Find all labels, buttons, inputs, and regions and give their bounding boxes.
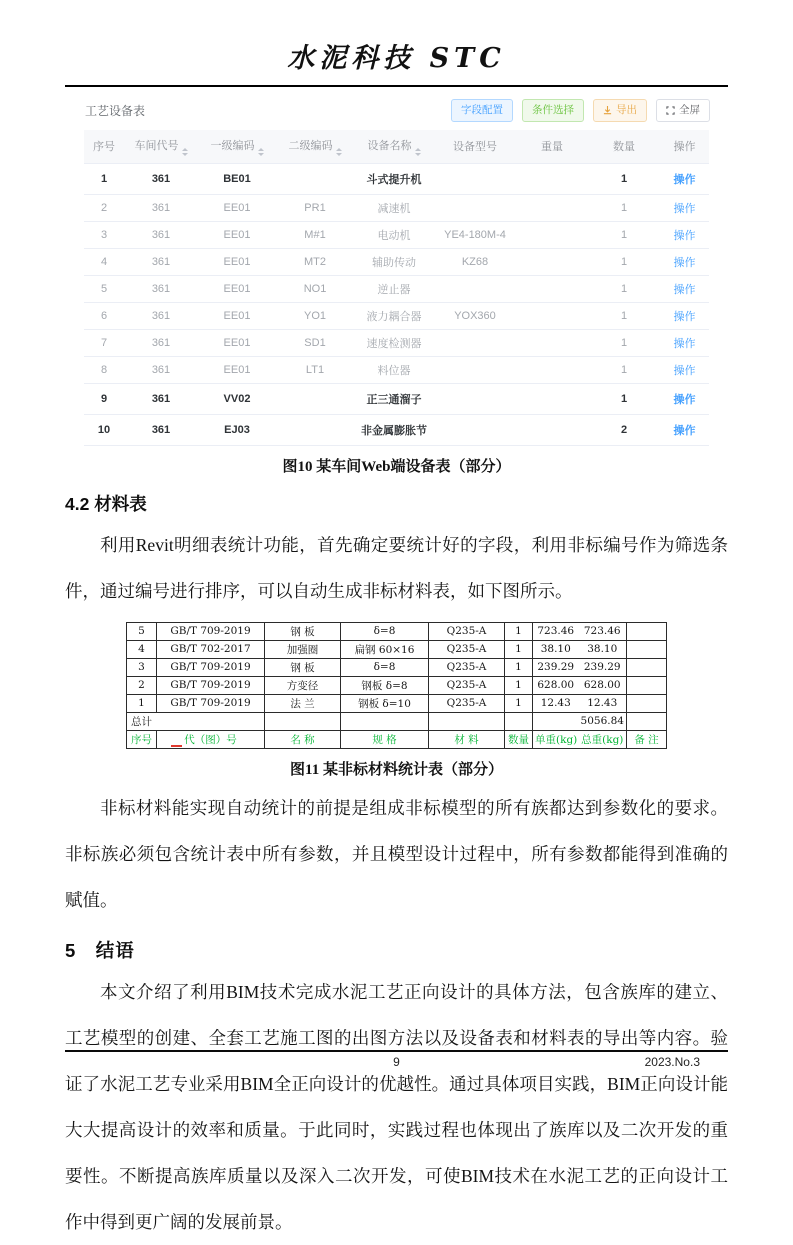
row-action-link[interactable]: 操作 — [673, 310, 696, 323]
row-action-link[interactable]: 操作 — [673, 337, 696, 350]
material-column-header: 材 料 — [429, 730, 505, 748]
header-rule — [65, 85, 728, 87]
cell: 2 — [588, 414, 660, 445]
material-row — [127, 622, 667, 640]
row-action-link[interactable]: 操作 — [673, 173, 696, 186]
cell — [516, 356, 588, 383]
cell — [434, 194, 516, 221]
equipment-row — [84, 356, 709, 383]
cell — [516, 414, 588, 445]
sort-icon[interactable] — [258, 148, 264, 156]
figure10-caption: 图10 某车间Web端设备表（部分） — [282, 458, 511, 475]
cell: 1 — [505, 622, 533, 640]
section-4-2-paragraph: 利用Revit明细表统计功能，首先确定要统计好的字段，利用非标编号作为筛选条件，通过编号进行排序，可以自动生成非标材料表，如下图所示。 — [65, 534, 728, 601]
action-cell — [660, 194, 709, 221]
row-action-link[interactable]: 操作 — [673, 364, 696, 377]
cell — [276, 414, 354, 445]
material-row — [127, 640, 667, 658]
cell: 1 — [588, 248, 660, 275]
cell: EJ03 — [198, 414, 276, 445]
cell: 1 — [588, 194, 660, 221]
equipment-row — [84, 163, 709, 194]
cell — [265, 712, 341, 730]
cell: YO1 — [276, 302, 354, 329]
equipment-table — [84, 130, 709, 446]
action-cell — [660, 248, 709, 275]
cell — [429, 712, 505, 730]
cell — [533, 712, 579, 730]
column-header: 操作 — [660, 130, 709, 164]
material-column-header: 名 称 — [265, 730, 341, 748]
column-header: 数量 — [588, 130, 660, 164]
section-4-2-heading: 4.2 材料表 — [65, 493, 147, 514]
fullscreen-label: 全屏 — [679, 104, 700, 116]
cell: 38.10 — [579, 640, 627, 658]
cell: 361 — [124, 248, 198, 275]
issue-label: 2023.No.3 — [644, 1055, 700, 1069]
sort-icon[interactable] — [182, 148, 188, 156]
action-cell — [660, 356, 709, 383]
material-column-header: 规 格 — [341, 730, 429, 748]
equipment-table-head — [84, 130, 709, 164]
row-action-link[interactable]: 操作 — [673, 283, 696, 296]
material-row — [127, 694, 667, 712]
cell: 6 — [84, 302, 124, 329]
equipment-row — [84, 329, 709, 356]
material-total-row — [127, 712, 667, 730]
section-5-paragraph: 本文介绍了利用BIM技术完成水泥工艺正向设计的具体方法，包含族库的建立、工艺模型的创建、全套工艺施工图的出图方法以及设备表和材料表的导出等内容。验证了水泥工艺专业采用BIM全正向设计的优越性。通过具体项目实践，BIM正向设计能大大提高设计的效率和质量。于此同时，实践过程也体现出了族库以及二次开发的重要性。不断提高族库质量以及深入二次开发，可使BIM技术在水泥工艺的正向设计工作中得到更广阔的发展前景。 — [65, 981, 728, 1232]
cell — [434, 275, 516, 302]
action-cell — [660, 383, 709, 414]
column-header: 重量 — [516, 130, 588, 164]
cell — [627, 640, 667, 658]
material-row — [127, 676, 667, 694]
cell — [276, 163, 354, 194]
cell: 1 — [588, 356, 660, 383]
material-column-header: 序号 — [127, 730, 157, 748]
column-header[interactable]: 车间代号 — [124, 130, 198, 164]
cell: 361 — [124, 383, 198, 414]
cell: EE01 — [198, 221, 276, 248]
cell: 1 — [588, 221, 660, 248]
cell: EE01 — [198, 302, 276, 329]
cell: EE01 — [198, 275, 276, 302]
cell: δ=8 — [341, 658, 429, 676]
cell: 2 — [84, 194, 124, 221]
cell: 12.43 — [579, 694, 627, 712]
material-column-header: 数量 — [505, 730, 533, 748]
cell: NO1 — [276, 275, 354, 302]
row-action-link[interactable]: 操作 — [673, 424, 696, 437]
cell: 361 — [124, 356, 198, 383]
condition-select-label: 条件选择 — [532, 104, 574, 116]
field-config-button[interactable] — [451, 99, 513, 122]
footer-rule — [65, 1050, 728, 1052]
field-config-label: 字段配置 — [461, 104, 503, 116]
cell — [516, 163, 588, 194]
cell: EE01 — [198, 194, 276, 221]
journal-title: 水泥科技 STC — [287, 43, 506, 74]
cell: 1 — [588, 275, 660, 302]
equipment-row — [84, 248, 709, 275]
action-cell — [660, 221, 709, 248]
cell: 钢板 δ=8 — [341, 676, 429, 694]
cell: 1 — [505, 640, 533, 658]
total-value: 5056.84 — [579, 712, 627, 730]
cell: 1 — [588, 383, 660, 414]
sort-icon[interactable] — [415, 148, 421, 156]
cell — [434, 414, 516, 445]
cell — [627, 622, 667, 640]
cell — [434, 163, 516, 194]
cell: 5 — [84, 275, 124, 302]
action-cell — [660, 163, 709, 194]
cell: 4 — [84, 248, 124, 275]
cell: 法 兰 — [265, 694, 341, 712]
cell: BE01 — [198, 163, 276, 194]
cell: VV02 — [198, 383, 276, 414]
cell: 723.46 — [533, 622, 579, 640]
cell — [516, 383, 588, 414]
cell: 1 — [127, 694, 157, 712]
cell: 3 — [84, 221, 124, 248]
material-column-header: 单重(kg) — [533, 730, 579, 748]
cell — [627, 694, 667, 712]
cell: 辅助传动 — [354, 248, 434, 275]
cell: 非金属膨胀节 — [354, 414, 434, 445]
cell: Q235-A — [429, 640, 505, 658]
cell: 8 — [84, 356, 124, 383]
cell: PR1 — [276, 194, 354, 221]
column-header: 设备型号 — [434, 130, 516, 164]
cell: LT1 — [276, 356, 354, 383]
action-cell — [660, 329, 709, 356]
cell: 液力耦合器 — [354, 302, 434, 329]
cell — [516, 248, 588, 275]
cell: 361 — [124, 163, 198, 194]
column-header: 序号 — [84, 130, 124, 164]
condition-select-button[interactable] — [522, 99, 584, 122]
equipment-row — [84, 221, 709, 248]
cell: GB/T 702-2017 — [157, 640, 265, 658]
column-header[interactable]: 二级编码 — [276, 130, 354, 164]
cell: 361 — [124, 329, 198, 356]
cell: MT2 — [276, 248, 354, 275]
cell: 7 — [84, 329, 124, 356]
cell: 723.46 — [579, 622, 627, 640]
cell: 1 — [588, 163, 660, 194]
cell: 361 — [124, 414, 198, 445]
cell: Q235-A — [429, 676, 505, 694]
cell — [434, 329, 516, 356]
cell: δ=8 — [341, 622, 429, 640]
page-footer — [65, 1050, 728, 1069]
cell: 斗式提升机 — [354, 163, 434, 194]
cell: 361 — [124, 221, 198, 248]
equipment-table-body — [84, 163, 709, 445]
cell: Q235-A — [429, 658, 505, 676]
equipment-toolbar — [451, 99, 710, 122]
cell: 钢 板 — [265, 658, 341, 676]
equipment-row — [84, 194, 709, 221]
cell: 9 — [84, 383, 124, 414]
cell: YOX360 — [434, 302, 516, 329]
cell: GB/T 709-2019 — [157, 676, 265, 694]
action-cell — [660, 275, 709, 302]
cell — [341, 712, 429, 730]
material-table-body — [127, 622, 667, 748]
red-annotation-mark — [171, 745, 182, 747]
material-column-header: 备 注 — [627, 730, 667, 748]
equipment-panel — [65, 91, 728, 446]
cell: 239.29 — [579, 658, 627, 676]
cell: 1 — [505, 658, 533, 676]
export-label: 导出 — [616, 104, 637, 116]
cell — [505, 712, 533, 730]
fullscreen-button[interactable] — [656, 99, 710, 122]
cell: 钢 板 — [265, 622, 341, 640]
cell: GB/T 709-2019 — [157, 694, 265, 712]
cell: 361 — [124, 302, 198, 329]
cell: 减速机 — [354, 194, 434, 221]
cell: 3 — [127, 658, 157, 676]
cell: 1 — [588, 302, 660, 329]
cell: 361 — [124, 275, 198, 302]
cell: 239.29 — [533, 658, 579, 676]
cell — [627, 658, 667, 676]
cell: 料位器 — [354, 356, 434, 383]
cell: Q235-A — [429, 622, 505, 640]
cell: 1 — [588, 329, 660, 356]
cell: 12.43 — [533, 694, 579, 712]
cell: 5 — [127, 622, 157, 640]
cell: 扁钢 60×16 — [341, 640, 429, 658]
row-action-link[interactable]: 操作 — [673, 202, 696, 215]
cell: 加强圈 — [265, 640, 341, 658]
cell: 2 — [127, 676, 157, 694]
page-number: 9 — [393, 1055, 400, 1069]
cell: KZ68 — [434, 248, 516, 275]
equipment-panel-title: 工艺设备表 — [85, 103, 146, 118]
equipment-panel-header — [65, 91, 728, 128]
cell: YE4-180M-4 — [434, 221, 516, 248]
cell: 10 — [84, 414, 124, 445]
cell — [516, 221, 588, 248]
cell: 速度检测器 — [354, 329, 434, 356]
action-cell — [660, 302, 709, 329]
equipment-row — [84, 414, 709, 445]
equipment-row — [84, 275, 709, 302]
cell — [276, 383, 354, 414]
row-action-link[interactable]: 操作 — [673, 393, 696, 406]
cell — [516, 194, 588, 221]
action-cell — [660, 414, 709, 445]
cell — [434, 356, 516, 383]
figure11-paragraph: 非标材料能实现自动统计的前提是组成非标模型的所有族都达到参数化的要求。非标族必须包含统计表中所有参数，并且模型设计过程中，所有参数都能得到准确的赋值。 — [65, 797, 728, 910]
cell: EE01 — [198, 356, 276, 383]
cell: 38.10 — [533, 640, 579, 658]
cell: 正三通溜子 — [354, 383, 434, 414]
row-action-link[interactable]: 操作 — [673, 229, 696, 242]
cell: 1 — [505, 694, 533, 712]
figure11-caption: 图11 某非标材料统计表（部分） — [290, 761, 503, 778]
cell: 4 — [127, 640, 157, 658]
cell: 628.00 — [579, 676, 627, 694]
export-button[interactable] — [593, 99, 647, 122]
cell: 361 — [124, 194, 198, 221]
cell: 钢板 δ=10 — [341, 694, 429, 712]
section-5-heading: 5 结语 — [65, 939, 135, 961]
cell: 1 — [84, 163, 124, 194]
cell — [627, 676, 667, 694]
column-header[interactable]: 设备名称 — [354, 130, 434, 164]
row-action-link[interactable]: 操作 — [673, 256, 696, 269]
cell: EE01 — [198, 329, 276, 356]
cell: 628.00 — [533, 676, 579, 694]
material-table — [126, 622, 667, 749]
cell — [627, 712, 667, 730]
cell: 逆止器 — [354, 275, 434, 302]
equipment-header-row — [84, 130, 709, 164]
cell: 方变径 — [265, 676, 341, 694]
cell — [516, 275, 588, 302]
cell: GB/T 709-2019 — [157, 658, 265, 676]
cell: SD1 — [276, 329, 354, 356]
cell: 1 — [505, 676, 533, 694]
cell — [516, 302, 588, 329]
cell — [516, 329, 588, 356]
cell: M#1 — [276, 221, 354, 248]
sort-icon[interactable] — [336, 148, 342, 156]
material-row — [127, 658, 667, 676]
cell: EE01 — [198, 248, 276, 275]
material-column-header: 代（图）号 — [157, 730, 265, 748]
cell: Q235-A — [429, 694, 505, 712]
equipment-row — [84, 383, 709, 414]
cell — [434, 383, 516, 414]
column-header[interactable]: 一级编码 — [198, 130, 276, 164]
cell: 电动机 — [354, 221, 434, 248]
material-header-row — [127, 730, 667, 748]
total-label: 总计 — [127, 712, 265, 730]
fullscreen-icon — [666, 106, 675, 115]
equipment-row — [84, 302, 709, 329]
cell: GB/T 709-2019 — [157, 622, 265, 640]
download-icon — [603, 106, 612, 115]
material-column-header: 总重(kg) — [579, 730, 627, 748]
